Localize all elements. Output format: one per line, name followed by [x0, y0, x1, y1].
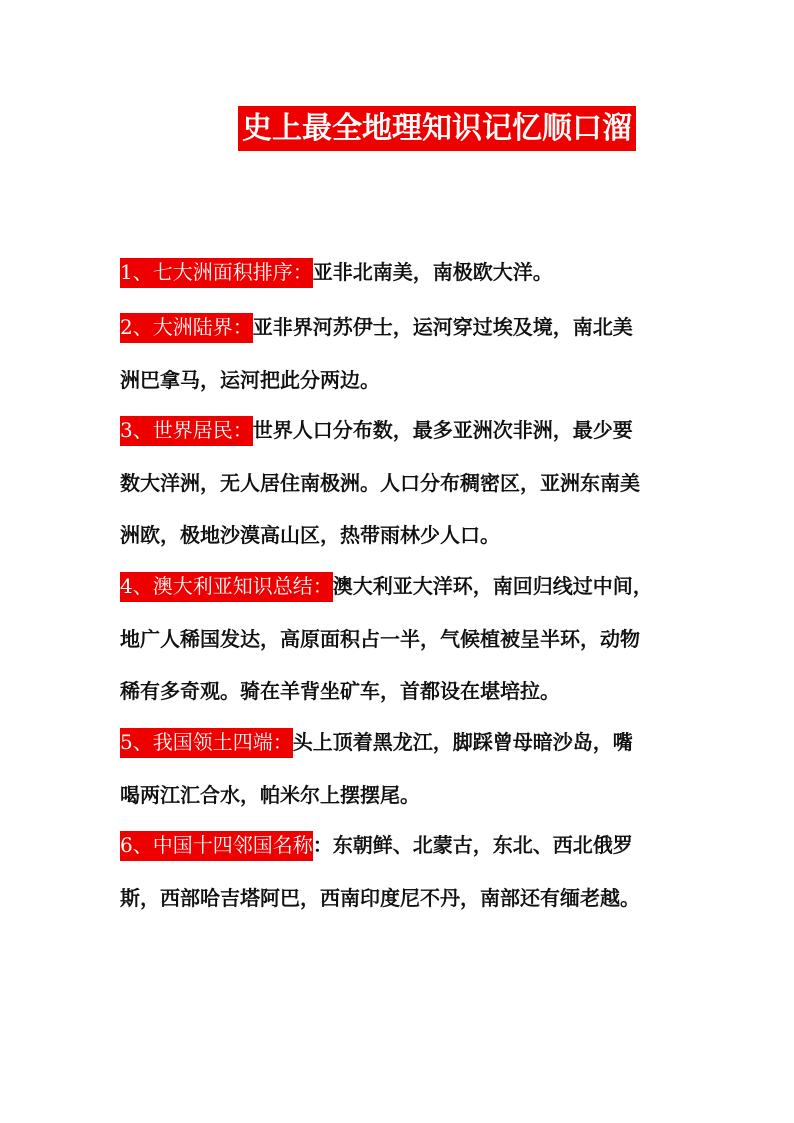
section-label: 3、世界居民：: [120, 416, 253, 446]
section-line: [120, 509, 700, 562]
section-line: [120, 613, 700, 666]
section-text: 稀有多奇观。骑在羊背坐矿车，首都设在堪培拉。: [120, 679, 560, 703]
section-1: [120, 246, 700, 299]
section-line: [120, 560, 700, 613]
section-line: [120, 716, 700, 769]
section-5: [120, 716, 700, 821]
section-line: [120, 404, 700, 457]
section-text: 洲巴拿马，运河把此分两边。: [120, 367, 380, 392]
section-line: [120, 665, 700, 718]
section-label: 4、澳大利亚知识总结：: [120, 572, 333, 602]
section-text: 亚非北南美，南极欧大洋。: [312, 260, 553, 284]
section-text: 亚非界河苏伊士，运河穿过埃及境，南北美: [252, 315, 633, 339]
section-text: 数大洋洲，无人居住南极洲。人口分布稠密区，亚洲东南美: [120, 470, 640, 495]
section-label: 1、七大洲面积排序：: [120, 258, 313, 288]
section-text: 斯，西部哈吉塔阿巴，西南印度尼不丹，南部还有缅老越。: [120, 885, 640, 910]
section-text: 地广人稀国发达，高原面积占一半，气候植被呈半环，动物: [120, 626, 640, 651]
section-label: 2、大洲陆界：: [120, 313, 253, 343]
section-line: [120, 769, 700, 822]
section-3: [120, 404, 700, 562]
section-label: 6、中国十四邻国名称: [120, 831, 313, 861]
document-title: 史上最全地理知识记忆顺口溜: [238, 106, 636, 151]
section-text: 喝两江汇合水，帕米尔上摆摆尾。: [120, 782, 420, 807]
section-4: [120, 560, 700, 718]
section-line: [120, 872, 700, 925]
section-text: 世界人口分布数，最多亚洲次非洲，最少要: [252, 418, 633, 442]
section-text: 头上顶着黑龙江，脚踩曾母暗沙岛，嘴: [292, 730, 633, 754]
section-line: [120, 457, 700, 510]
section-line: [120, 246, 700, 299]
section-text: 澳大利亚大洋环，南回归线过中间，: [332, 574, 653, 598]
section-line: [120, 819, 700, 872]
section-text: 洲欧，极地沙漠高山区，热带雨林少人口。: [120, 523, 500, 547]
section-line: [120, 301, 700, 354]
section-2: [120, 301, 700, 406]
section-line: [120, 354, 700, 407]
section-6: [120, 819, 700, 924]
section-label: 5、我国领土四端：: [120, 728, 293, 758]
section-text: ：东朝鲜、北蒙古，东北、西北俄罗: [312, 833, 633, 857]
